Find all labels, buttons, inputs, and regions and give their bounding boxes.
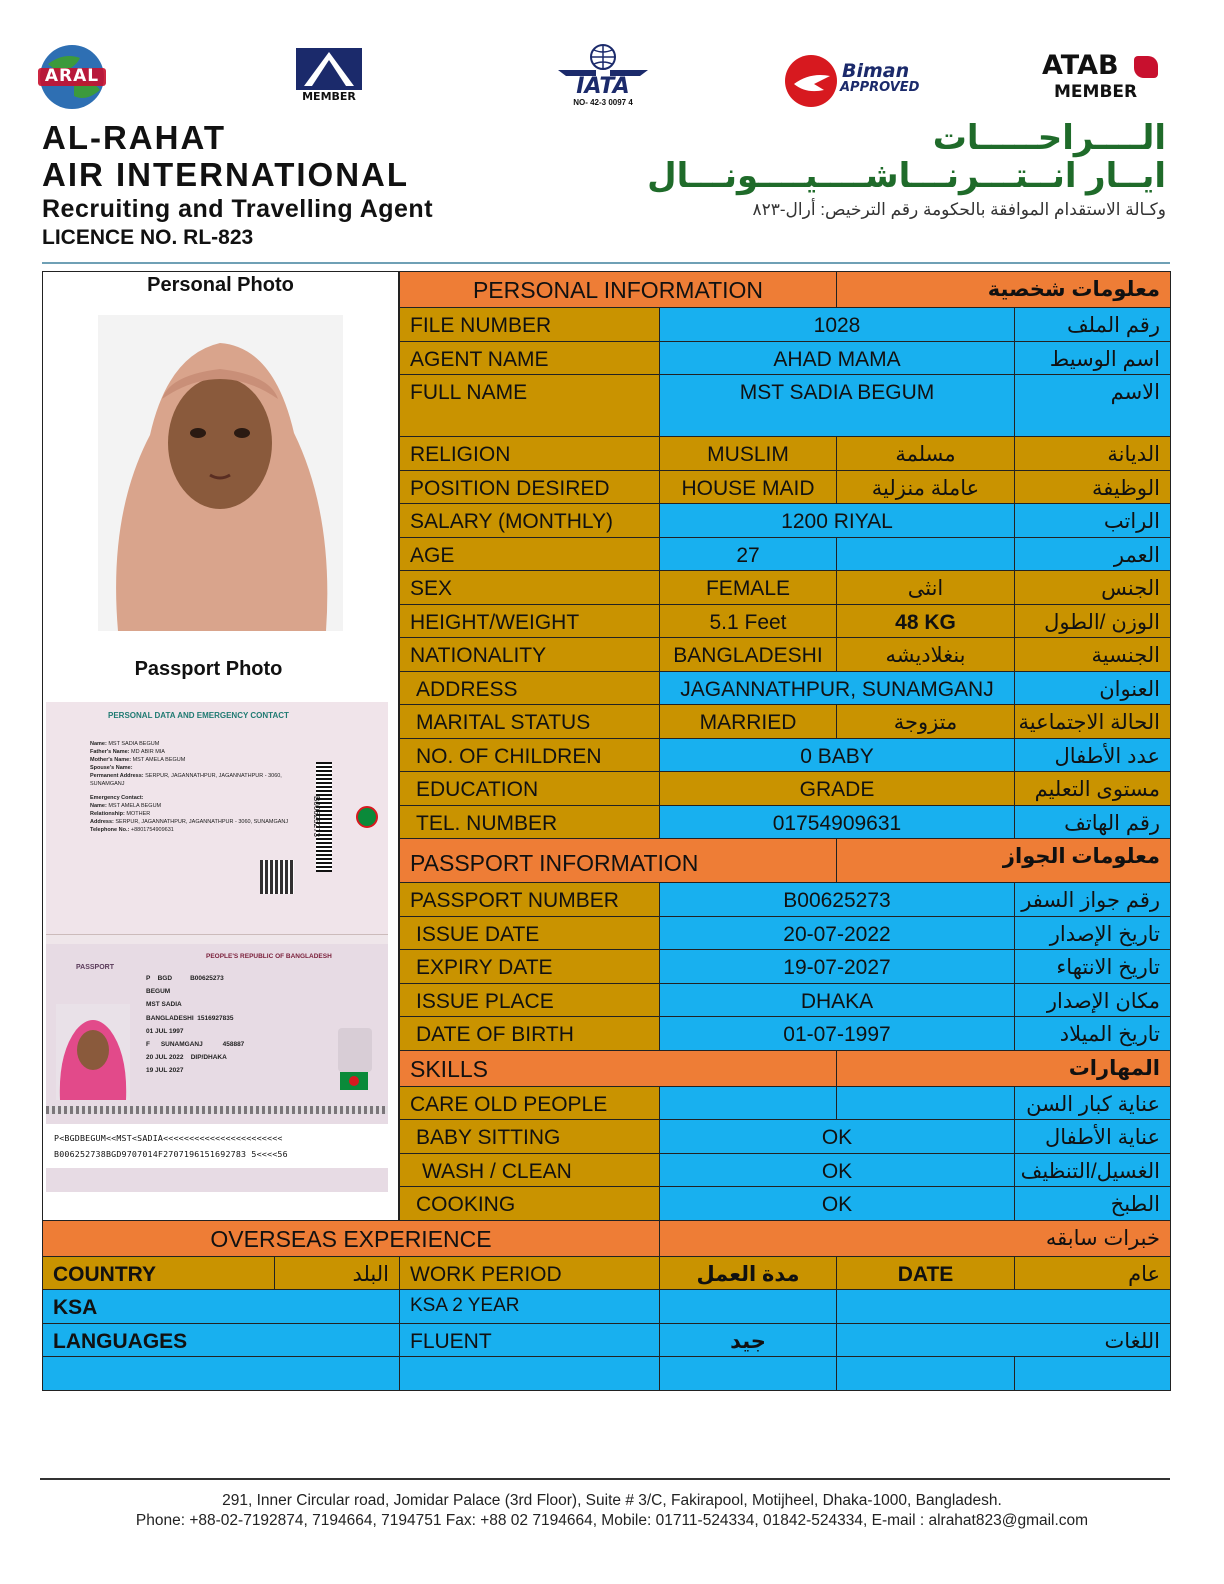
field-label: NATIONALITY [399, 637, 660, 672]
overseas-period-header: WORK PERIOD [399, 1256, 660, 1291]
field-value: 20-07-2022 [659, 916, 1015, 951]
field-label: ISSUE DATE [399, 916, 660, 951]
scan-e-addr-label: Address: [90, 819, 114, 825]
field-label-ar: الوظيفة [1014, 470, 1171, 505]
field-label-ar: الراتب [1014, 503, 1171, 538]
passport-mrz [46, 1124, 388, 1168]
field-label-ar: تاريخ الميلاد [1014, 1016, 1171, 1051]
footer-divider [40, 1478, 1170, 1480]
languages-label: LANGUAGES [42, 1323, 400, 1358]
field-label-ar: رقم الهاتف [1014, 805, 1171, 840]
passport-scan [46, 702, 388, 1192]
section-passport-title-ar: معلومات الجواز [836, 838, 1171, 883]
overseas-country-header: COUNTRY [42, 1256, 275, 1291]
field-value: 0 BABY [659, 738, 1015, 773]
blank-row-cell [659, 1356, 837, 1391]
field-label-ar: رقم الملف [1014, 307, 1171, 342]
company-name-line2: AIR INTERNATIONAL [42, 156, 410, 193]
header-divider [42, 262, 1170, 264]
field-value-ar: عاملة منزلية [836, 470, 1015, 505]
company-name-ar-line1: الــــراحـــــات [932, 119, 1166, 157]
scan-e-rel-label: Relationship: [90, 811, 125, 817]
overseas-period-value-2 [659, 1289, 837, 1324]
iata-logo-text: IATA [576, 74, 630, 99]
scan-name-label: Name: [90, 741, 107, 747]
biman-logo-text: Biman [842, 60, 910, 82]
passport-mrz-line1: P<BGDBEGUM<<MST<SADIA<<<<<<<<<<<<<<<<<<<<<<< [54, 1133, 283, 1143]
field-label-ar: الجنس [1014, 570, 1171, 605]
scan-e-tel-label: Telephone No.: [90, 827, 130, 833]
section-overseas-title-ar: خبرات سابقه [659, 1220, 1171, 1257]
passport-republic: PEOPLE'S REPUBLIC OF BANGLADESH [206, 953, 332, 960]
field-label: TEL. NUMBER [399, 805, 660, 840]
field-value: MST SADIA BEGUM [659, 374, 1015, 437]
bangladesh-flag-icon [340, 1072, 368, 1090]
passport-word: PASSPORT [76, 964, 114, 971]
scan-given: MST SADIA [146, 1001, 182, 1009]
field-value-ar: مسلمة [836, 436, 1015, 471]
biman-approved-text: APPROVED [840, 80, 920, 95]
field-label-ar: الجنسية [1014, 637, 1171, 672]
passport-photo-fields [146, 974, 326, 1076]
field-value: 01-07-1997 [659, 1016, 1015, 1051]
skill-value: OK [659, 1186, 1015, 1221]
field-label-ar: رقم جواز السفر [1014, 882, 1171, 917]
blank-row-cell [42, 1356, 400, 1391]
field-value: 01754909631 [659, 805, 1015, 840]
field-label-ar: عدد الأطفال [1014, 738, 1171, 773]
skill-value [659, 1086, 837, 1121]
blank-row-cell [399, 1356, 660, 1391]
skill-label: CARE OLD PEOPLE [399, 1086, 660, 1121]
scan-number: B00625273 [190, 975, 224, 982]
passport-ghost-photo [338, 1028, 372, 1072]
iata-number: NO- 42-3 0097 4 [573, 98, 633, 107]
field-label: HEIGHT/WEIGHT [399, 604, 660, 639]
passport-data-header: PERSONAL DATA AND EMERGENCY CONTACT [108, 711, 289, 720]
section-skills-title: SKILLS [399, 1050, 837, 1087]
field-label-ar: تاريخ الانتهاء [1014, 949, 1171, 984]
passport-holder-photo [56, 1004, 130, 1100]
atab-logo-text: ATAB [1042, 50, 1119, 81]
scan-nationality: BANGLADESHI [146, 1014, 194, 1022]
skill-value: OK [659, 1119, 1015, 1154]
field-label: FILE NUMBER [399, 307, 660, 342]
scan-dob: 01 JUL 1997 [146, 1027, 184, 1035]
passport-data-page [46, 702, 388, 935]
scan-sex: F [146, 1041, 150, 1049]
languages-value-ar: جيد [659, 1323, 837, 1358]
field-label: AGENT NAME [399, 341, 660, 376]
skill-value-2 [836, 1086, 1015, 1121]
company-name-line1: AL-RAHAT [42, 119, 227, 156]
field-label: ISSUE PLACE [399, 983, 660, 1018]
field-value: FEMALE [659, 570, 837, 605]
skill-label: COOKING [399, 1186, 660, 1221]
overseas-period-value: KSA 2 YEAR [399, 1289, 660, 1324]
section-personal-title: PERSONAL INFORMATION [399, 271, 837, 308]
company-name-ar-line2: ايــار انــتـــرنـــاشــــيــــونـــال [647, 157, 1166, 195]
passport-barcode-number: B00625273 [311, 796, 321, 837]
field-label-ar: مكان الإصدار [1014, 983, 1171, 1018]
scan-birthplace: SUNAMGANJ [160, 1041, 203, 1049]
field-label-ar: الاسم [1014, 374, 1171, 437]
scan-e-name: MST AMELA BEGUM [108, 803, 162, 809]
field-value: 5.1 Feet [659, 604, 837, 639]
field-value: B00625273 [659, 882, 1015, 917]
scan-authority: DIP/DHAKA [190, 1054, 227, 1062]
aral-logo-text: ARAL [44, 66, 100, 86]
licence-ar: وكـالة الاستقدام الموافقة بالحكومة رقم الترخيص: أرال-٨٢٣ [752, 200, 1166, 219]
iata-logo [556, 44, 650, 106]
field-value: BANGLADESHI [659, 637, 837, 672]
languages-label-ar: اللغات [836, 1323, 1171, 1358]
passport-qr-icon [260, 860, 294, 894]
section-passport-title: PASSPORT INFORMATION [399, 838, 837, 883]
atab-member-text: MEMBER [1054, 82, 1138, 102]
blank-row-cell [836, 1356, 1015, 1391]
field-label-ar: العمر [1014, 537, 1171, 572]
field-value: GRADE [659, 771, 1015, 806]
scan-type: P [146, 975, 151, 982]
field-value: MUSLIM [659, 436, 837, 471]
skill-label-ar: عناية الأطفال [1014, 1119, 1171, 1154]
field-label: SALARY (MONTHLY) [399, 503, 660, 538]
field-value-ar: 48 KG [836, 604, 1015, 639]
field-value: 1200 RIYAL [659, 503, 1015, 538]
overseas-date-value [836, 1289, 1171, 1324]
field-value-ar: بنغلاديشه [836, 637, 1015, 672]
scan-emergency-label: Emergency Contact: [90, 795, 144, 801]
skill-label-ar: عناية كبار السن [1014, 1086, 1171, 1121]
overseas-country-value: KSA [42, 1289, 400, 1324]
skill-label: WASH / CLEAN [399, 1153, 660, 1188]
field-label-ar: الوزن /الطول [1014, 604, 1171, 639]
field-value-ar: متزوجة [836, 704, 1015, 739]
section-skills-title-ar: المهارات [836, 1050, 1171, 1087]
field-label: EXPIRY DATE [399, 949, 660, 984]
skill-label-ar: الطبخ [1014, 1186, 1171, 1221]
field-label: EDUCATION [399, 771, 660, 806]
field-label-ar: تاريخ الإصدار [1014, 916, 1171, 951]
scan-address-label: Permanent Address: [90, 773, 144, 779]
scan-code: BGD [157, 975, 173, 982]
scan-issue: 20 JUL 2022 [146, 1054, 184, 1062]
overseas-date-header: DATE [836, 1256, 1015, 1291]
field-value: JAGANNATHPUR, SUNAMGANJ [659, 671, 1015, 706]
footer-contact: Phone: +88-02-7192874, 7194664, 7194751 Fax: +88 02 7194664, Mobile: 01711-524334, 01842-524334, E-mail : alrahat823@gmail.com [135, 1512, 1089, 1529]
field-value-ar: انثى [836, 570, 1015, 605]
baira-member-text: MEMBER [302, 90, 356, 103]
field-label: RELIGION [399, 436, 660, 471]
atab-mark-icon [1134, 56, 1158, 78]
field-value: 19-07-2027 [659, 949, 1015, 984]
scan-spouse-label: Spouse's Name: [90, 765, 133, 771]
field-value-ar [836, 537, 1015, 572]
field-label: ADDRESS [399, 671, 660, 706]
personal-photo-label: Personal Photo [147, 274, 294, 296]
personal-photo [98, 315, 343, 631]
passport-security-strip [46, 1106, 388, 1114]
field-label-ar: العنوان [1014, 671, 1171, 706]
field-label-ar: الحالة الاجتماعية [1014, 704, 1171, 739]
field-label: AGE [399, 537, 660, 572]
passport-photo-label: Passport Photo [134, 658, 283, 680]
scan-surname: BEGUM [146, 988, 171, 996]
field-value: 27 [659, 537, 837, 572]
scan-e-tel: +8801754909631 [130, 827, 174, 833]
passport-photo-page [46, 944, 388, 1192]
skill-label-ar: الغسيل/التنظيف [1014, 1153, 1171, 1188]
field-label: SEX [399, 570, 660, 605]
scan-expiry: 19 JUL 2027 [146, 1067, 184, 1075]
section-personal-title-ar: معلومات شخصية [836, 271, 1171, 308]
field-label-ar: اسم الوسيط [1014, 341, 1171, 376]
footer-address: 291, Inner Circular road, Jomidar Palace (3rd Floor), Suite # 3/C, Fakirapool, Motijheel, Dhaka-1000, Bangladesh. [222, 1492, 1002, 1509]
field-value: HOUSE MAID [659, 470, 837, 505]
scan-mother: MST AMELA BEGUM [132, 757, 186, 763]
overseas-period-header-ar: مدة العمل [659, 1256, 837, 1291]
skill-value: OK [659, 1153, 1015, 1188]
field-value: DHAKA [659, 983, 1015, 1018]
licence-number: LICENCE NO. RL-823 [42, 226, 254, 249]
scan-father-label: Father's Name: [90, 749, 130, 755]
field-label: POSITION DESIRED [399, 470, 660, 505]
field-value: MARRIED [659, 704, 837, 739]
biman-logo [784, 54, 934, 108]
baira-logo [294, 46, 364, 104]
bangladesh-emblem-icon [356, 806, 378, 828]
scan-father: MD ABIR MIA [131, 749, 165, 755]
aral-logo [34, 44, 110, 110]
field-label: PASSPORT NUMBER [399, 882, 660, 917]
overseas-country-header-ar: البلد [274, 1256, 400, 1291]
atab-logo [1036, 50, 1170, 102]
field-label-ar: الديانة [1014, 436, 1171, 471]
company-tagline: Recruiting and Travelling Agent [42, 195, 434, 223]
skill-label: BABY SITTING [399, 1119, 660, 1154]
section-overseas-title: OVERSEAS EXPERIENCE [42, 1220, 660, 1257]
passport-mrz-line2: B006252738BGD9707014F2707196151692783 5<<<<56 [54, 1149, 288, 1159]
field-label: DATE OF BIRTH [399, 1016, 660, 1051]
passport-data-fields [90, 740, 310, 834]
field-label: NO. OF CHILDREN [399, 738, 660, 773]
scan-e-addr: SERPUR, JAGANNATHPUR, JAGANNATHPUR - 3060, SUNAMGANJ [115, 819, 289, 825]
scan-prev: 458887 [222, 1041, 245, 1049]
field-value: AHAD MAMA [659, 341, 1015, 376]
scan-e-name-label: Name: [90, 803, 107, 809]
blank-row-cell [1014, 1356, 1171, 1391]
field-label: FULL NAME [399, 374, 660, 437]
scan-address: SERPUR, JAGANNATHPUR, JAGANNATHPUR - 3060, SUNAMGANJ [90, 773, 282, 787]
field-label-ar: مستوى التعليم [1014, 771, 1171, 806]
scan-mother-label: Mother's Name: [90, 757, 132, 763]
overseas-date-header-ar: عام [1014, 1256, 1171, 1291]
languages-value: FLUENT [399, 1323, 660, 1358]
scan-name: MST SADIA BEGUM [108, 741, 160, 747]
field-value: 1028 [659, 307, 1015, 342]
scan-personal-no: 1516927835 [197, 1014, 234, 1022]
scan-e-rel: MOTHER [126, 811, 151, 817]
field-label: MARITAL STATUS [399, 704, 660, 739]
